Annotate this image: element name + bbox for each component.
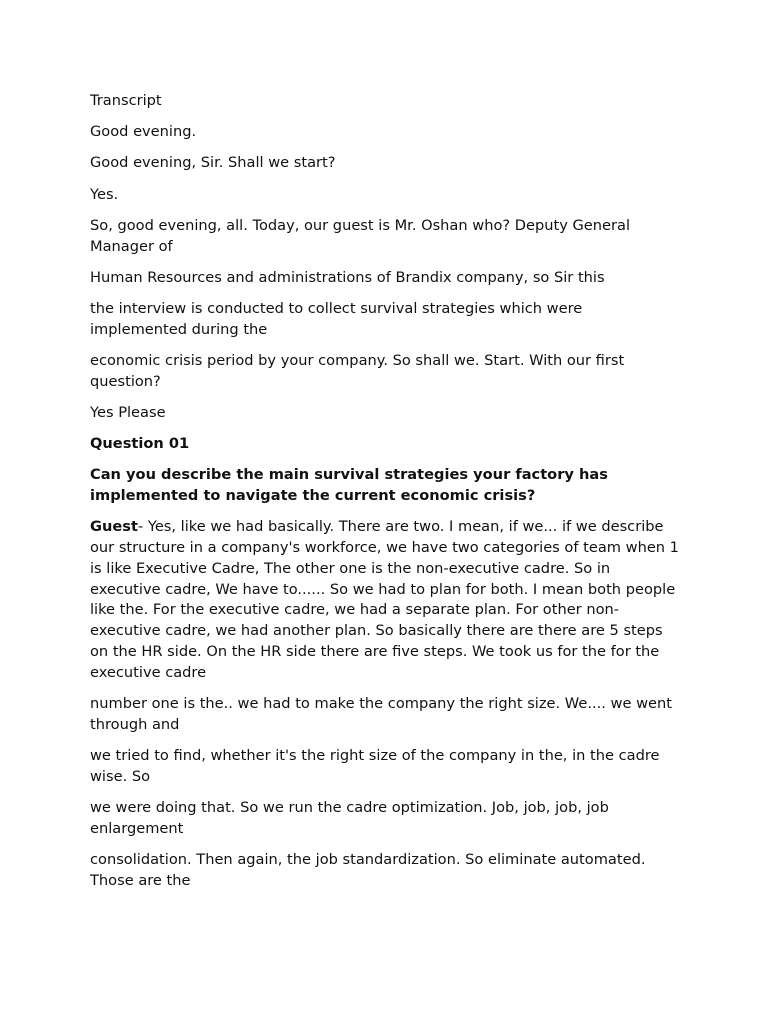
guest-answer [90, 517, 680, 683]
question-text: Can you describe the main survival strategies your factory has implemented to navigate the current economic crisis? [90, 466, 608, 505]
intro-paragraph-1: So, good evening, all. Today, our guest is Mr. Oshan who? Deputy General Manager of [90, 216, 631, 255]
guest-answer-text: - Yes, like we had basically. There are two. I mean, if we... if we describe our structure in a company's workforce, we have two categories of team when 1 is like Executive Cadre, The other one is the non-executive cadre. So in executive cadre, We have to...... So we had to plan for both. I mean both people like the. For the executive cadre, we had a separate plan. For other non-executive cadre, we had another plan. So basically there are there are 5 steps on the HR side. On the HR side there are five steps. We took us for the for the executive cadre [90, 518, 679, 681]
question-label: Question 01 [90, 435, 190, 453]
guest-reply: Good evening, Sir. Shall we start? [90, 154, 336, 172]
intro-paragraph-2: Human Resources and administrations of Brandix company, so Sir this [90, 268, 605, 286]
interviewer-greeting: Good evening. [90, 123, 197, 141]
guest-yes-please: Yes Please [90, 403, 166, 421]
intro-paragraph-4: economic crisis period by your company. So shall we. Start. With our first question? [90, 351, 625, 390]
answer-paragraph-3: we were doing that. So we run the cadre optimization. Job, job, job, job enlargement [90, 798, 609, 837]
answer-paragraph-1: number one is the.. we had to make the company the right size. We.... we went through and [90, 695, 672, 733]
document-heading: Transcript [90, 92, 162, 109]
answer-paragraph-4: consolidation. Then again, the job standardization. So eliminate automated. Those are the [90, 850, 646, 889]
answer-paragraph-2: we tried to find, whether it's the right size of the company in the, in the cadre wise. So [90, 747, 660, 785]
transcript-page [90, 91, 680, 902]
interviewer-yes: Yes. [90, 185, 119, 203]
guest-label: Guest [90, 518, 138, 536]
intro-paragraph-3: the interview is conducted to collect survival strategies which were implemented during the [90, 299, 583, 338]
